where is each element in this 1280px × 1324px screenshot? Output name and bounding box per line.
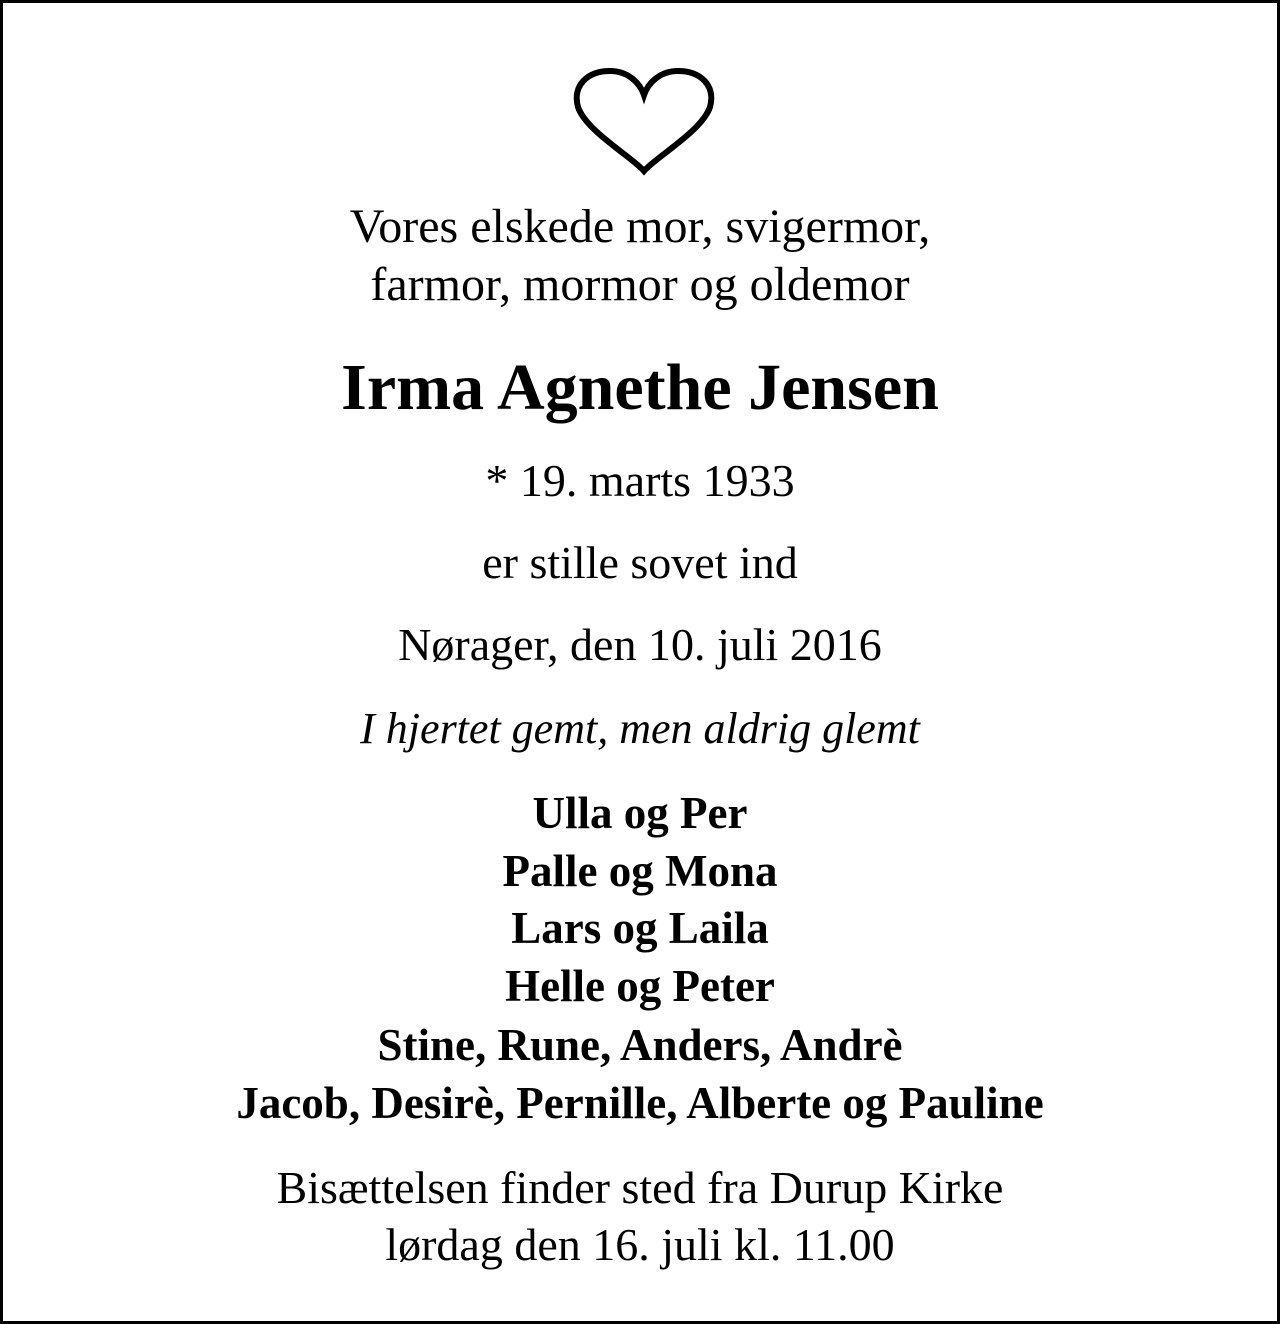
birth-date: * 19. marts 1933 (485, 455, 795, 506)
family-line: Jacob, Desirè, Pernille, Alberte og Pauline (236, 1078, 1044, 1128)
funeral-info-line-2: lørdag den 16. juli kl. 11.00 (385, 1219, 895, 1270)
heart-icon (570, 65, 718, 177)
passing-statement: er stille sovet ind (482, 537, 798, 588)
family-line: Palle og Mona (502, 846, 778, 896)
memorial-quote: I hjertet gemt, men aldrig glemt (360, 704, 920, 753)
place-and-date: Nørager, den 10. juli 2016 (398, 619, 882, 670)
family-line: Stine, Rune, Anders, Andrè (377, 1020, 903, 1070)
family-line: Helle og Peter (505, 961, 775, 1011)
funeral-info-line-1: Bisættelsen finder sted fra Durup Kirke (276, 1162, 1004, 1213)
intro-line-1: Vores elskede mor, svigermor, (349, 200, 931, 253)
intro-line-2: farmor, mormor og oldemor (370, 258, 910, 311)
family-line: Lars og Laila (511, 903, 769, 953)
family-line: Ulla og Per (532, 788, 748, 838)
deceased-name: Irma Agnethe Jensen (341, 351, 939, 424)
